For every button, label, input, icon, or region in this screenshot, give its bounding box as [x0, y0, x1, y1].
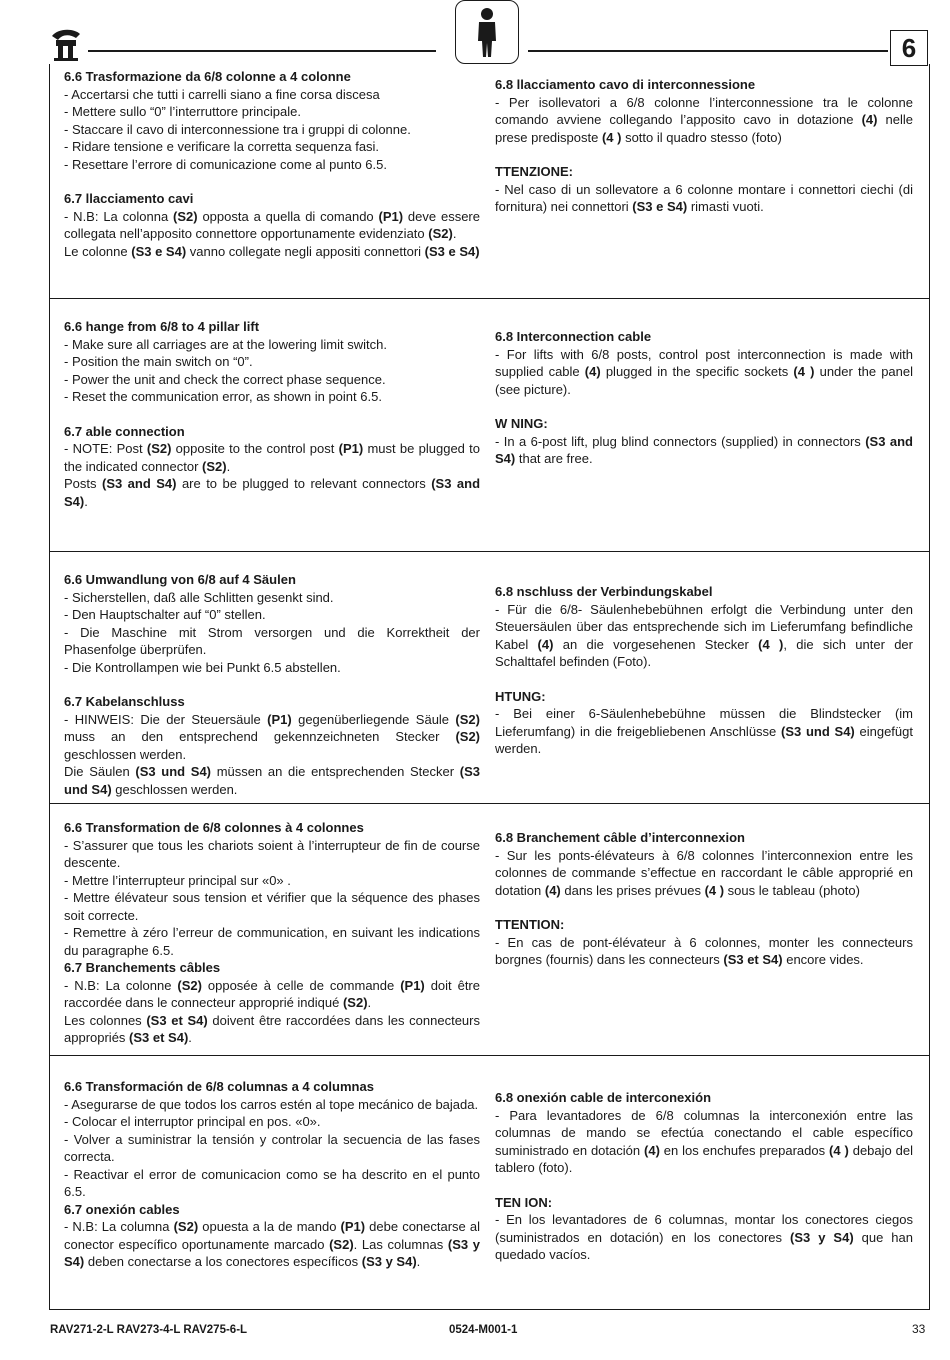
- left-column: [64, 571, 480, 798]
- paragraph: [495, 346, 913, 399]
- section-heading: [495, 76, 913, 94]
- paragraph: [64, 138, 480, 156]
- paragraph: [64, 977, 480, 1012]
- bold-text: (S3 and S4): [64, 476, 481, 509]
- text-run: opposée à celle de commande: [201, 977, 401, 993]
- paragraph-spacer: [495, 671, 913, 688]
- text-run: - N.B: La colonne: [64, 977, 178, 993]
- paragraph: [64, 711, 480, 764]
- bold-text: (S2): [173, 208, 198, 224]
- text-run: - En cas de pont-élévateur à 6 colonnes, monter les connecteurs borgnes (fournis) dans les connecteurs: [495, 934, 913, 967]
- content-frame: [49, 64, 930, 1310]
- text-run: geschlossen werden.: [111, 781, 238, 797]
- left-column: [64, 819, 480, 1047]
- paragraph-spacer: [495, 146, 913, 163]
- text-run: , die sich unter der Schalttafel befinden (Foto).: [495, 636, 913, 669]
- paragraph: [495, 433, 913, 468]
- text-run: - Remettre à zéro l’erreur de communication, en suivant les indications du paragraphe 6.5.: [64, 925, 480, 958]
- section-heading: [64, 1078, 480, 1096]
- left-column: [64, 1078, 480, 1271]
- text-run: - For lifts with 6/8 posts, control post interconnection is made with supplied cable: [495, 346, 913, 379]
- paragraph-spacer: [64, 406, 480, 423]
- paragraph-spacer: [495, 899, 913, 916]
- bold-text: (S2): [329, 1236, 354, 1252]
- section-heading: [64, 1201, 480, 1219]
- text-run: en los enchufes preparados: [659, 1142, 830, 1158]
- text-run: .: [226, 458, 231, 474]
- text-run: debe conectarse al conector específico oportunamente marcado: [64, 1219, 481, 1252]
- paragraph: [64, 763, 480, 798]
- text-run: Die Säulen: [64, 764, 136, 779]
- text-run: - Mettre élévateur sous tension et vérifier que la séquence des phases soit correcte.: [64, 890, 480, 923]
- paragraph: [64, 103, 480, 121]
- bold-text: 6.8 llacciamento cavo di interconnessione: [495, 77, 756, 92]
- bold-text: 6.6 Transformation de 6/8 colonnes à 4 colonnes: [64, 820, 364, 835]
- paragraph: [64, 121, 480, 139]
- section-heading: [495, 916, 913, 934]
- paragraph: [495, 1107, 913, 1177]
- header-rule-left: [88, 50, 436, 52]
- bold-text: (4 ): [758, 636, 784, 652]
- bold-text: 6.7 Branchements câbles: [64, 960, 221, 975]
- section-heading: [64, 423, 480, 441]
- text-run: que han quedado vacíos.: [495, 1229, 913, 1262]
- text-run: - Mettere sullo “0” l’interruttore principale.: [64, 104, 301, 119]
- bold-text: (S3 und S4): [135, 764, 212, 779]
- section-heading: [495, 328, 913, 346]
- section-heading: [64, 68, 480, 86]
- right-column: [495, 1089, 913, 1264]
- chapter-number: 6: [890, 30, 928, 66]
- text-run: - Staccare il cavo di interconnessione tra i gruppi di colonne.: [64, 121, 411, 137]
- text-run: - Den Hauptschalter auf “0” stellen.: [64, 607, 266, 622]
- section-heading: [64, 693, 480, 711]
- text-run: Les colonnes: [64, 1012, 147, 1028]
- text-run: - Per isollevatori a 6/8 colonne l’interconnessione tra le colonne comando avviene collegando l’apposito cavo in dotazione: [495, 94, 913, 127]
- paragraph: [64, 659, 480, 677]
- paragraph: [64, 243, 480, 261]
- bold-text: (S3 and S4): [495, 433, 913, 466]
- text-run: doit être raccordée dans le connecteur approprié indiqué: [64, 977, 480, 1010]
- text-run: - Ridare tensione e verificare la corretta sequenza fasi.: [64, 139, 380, 154]
- bold-text: (S2): [177, 977, 202, 993]
- bold-text: (S2): [173, 1219, 199, 1234]
- paragraph: [64, 208, 480, 243]
- bold-text: (P1): [400, 977, 425, 993]
- text-run: - Accertarsi che tutti i carrelli siano a fine corsa discesa: [64, 86, 380, 102]
- bold-text: (S3 und S4): [64, 764, 480, 797]
- left-column: [64, 318, 480, 510]
- bold-text: (4): [644, 1142, 660, 1158]
- bold-text: 6.7 Kabelanschluss: [64, 694, 185, 709]
- text-run: - NOTE: Post: [64, 441, 147, 456]
- text-run: - Asegurarse de que todos los carros estén al tope mecánico de bajada.: [64, 1096, 479, 1112]
- text-run: vanno collegate negli appositi connettori: [186, 243, 425, 259]
- bold-text: 6.7 llacciamento cavi: [64, 191, 194, 206]
- text-run: .: [188, 1030, 192, 1045]
- paragraph: [495, 934, 913, 969]
- section-heading: [64, 959, 480, 977]
- text-run: - Mettre l’interrupteur principal sur «0» .: [64, 872, 291, 888]
- text-run: doivent être raccordées dans les connecteurs appropriés: [64, 1012, 480, 1045]
- text-run: opuesta a la de mando: [198, 1219, 341, 1234]
- section-heading: [495, 688, 913, 706]
- bold-text: 6.6 Trasformazione da 6/8 colonne a 4 colonne: [64, 69, 351, 84]
- section-french: [50, 804, 929, 1056]
- bold-text: (S3 e S4): [424, 243, 480, 259]
- text-run: - Bei einer 6-Säulenhebebühne müssen die Blindstecker (im Lieferumfang) in die freigebliebenen Anschlüsse: [495, 706, 913, 739]
- text-run: sous le tableau (photo): [724, 882, 860, 898]
- section-heading: [495, 1089, 913, 1107]
- text-run: rimasti vuoti.: [687, 199, 764, 214]
- text-run: - Die Maschine mit Strom versorgen und die Korrektheit der Phasenfolge überprüfen.: [64, 624, 480, 657]
- text-run: gegenüberliegende Säule: [291, 711, 456, 727]
- text-run: - En los levantadores de 6 columnas, montar los conectores ciegos (suministrados en dotación) en los conectores: [495, 1212, 913, 1245]
- text-run: Posts: [64, 476, 102, 491]
- bold-text: (S3 y S4): [64, 1236, 481, 1269]
- text-run: - N.B: La colonna: [64, 208, 174, 224]
- paragraph: [64, 1012, 480, 1047]
- paragraph: [64, 1113, 480, 1131]
- paragraph: [64, 889, 480, 924]
- text-run: - Die Kontrollampen wie bei Punkt 6.5 abstellen.: [64, 659, 341, 675]
- text-run: opposta a quella di comando: [197, 208, 379, 224]
- text-run: plugged in the specific sockets: [600, 364, 794, 379]
- text-run: eingefügt werden.: [495, 723, 913, 756]
- footer-doc-code: 0524-M001-1: [449, 1324, 518, 1336]
- paragraph-spacer: [495, 1177, 913, 1194]
- bold-text: (P1): [267, 711, 292, 727]
- paragraph-spacer: [495, 398, 913, 415]
- paragraph: [64, 1166, 480, 1201]
- section-heading: [495, 583, 913, 601]
- text-run: - Für die 6/8- Säulenhebebühnen erfolgt die Verbindung unter den Steuersäulen über das entsprechende sich im Lieferumfang befindliche Kabel: [495, 601, 913, 652]
- text-run: - Colocar el interruptor principal en pos. «0».: [64, 1114, 321, 1129]
- text-run: .: [84, 493, 88, 509]
- left-column: [64, 68, 480, 260]
- section-heading: [64, 819, 480, 837]
- section-heading: [495, 415, 913, 433]
- bold-text: (S3 e S4): [131, 243, 187, 259]
- paragraph: [64, 388, 480, 406]
- section-heading: [64, 571, 480, 589]
- paragraph: [495, 847, 913, 900]
- text-run: - Reactivar el error de comunicacion como se ha descrito en el punto 6.5.: [64, 1166, 480, 1199]
- text-run: debajo del tablero (foto).: [495, 1142, 913, 1175]
- text-run: - HINWEIS: Die der Steuersäule: [64, 711, 268, 727]
- paragraph: [64, 336, 480, 354]
- paragraph: [64, 624, 480, 659]
- section-heading: [64, 190, 480, 208]
- paragraph: [64, 872, 480, 890]
- text-run: under the panel (see picture).: [495, 364, 914, 397]
- bold-text: 6.8 nschluss der Verbindungskabel: [495, 584, 713, 599]
- text-run: .: [416, 1254, 421, 1269]
- section-heading: [64, 318, 480, 336]
- text-run: - Nel caso di un sollevatore a 6 colonne montare i connettori ciechi (di fornitura) nei connettori: [495, 181, 913, 214]
- text-run: must be plugged to the indicated connector: [64, 441, 481, 474]
- section-spanish: [50, 1056, 929, 1308]
- paragraph: [64, 837, 480, 872]
- text-run: - Make sure all carriages are at the lowering limit switch.: [64, 336, 387, 352]
- text-run: .: [452, 226, 457, 241]
- footer-models: RAV271-2-L RAV273-4-L RAV275-6-L: [50, 1324, 248, 1336]
- section-english: [50, 299, 929, 552]
- text-run: deve essere collegata nell’apposito connettore opportunamente evidenziato: [64, 208, 480, 241]
- text-run: - In a 6-post lift, plug blind connectors (supplied) in connectors: [495, 433, 866, 449]
- text-run: - Sur les ponts-élévateurs à 6/8 colonnes l’interconnexion entre les colonnes de commande s’effectue en raccordant le câble approprié en dotation: [495, 847, 913, 898]
- text-run: . Las columnas: [353, 1236, 448, 1252]
- text-run: that are free.: [515, 451, 593, 466]
- bold-text: (4 ): [704, 882, 725, 898]
- bold-text: TTENTION:: [495, 917, 565, 932]
- bold-text: W NING:: [495, 416, 548, 431]
- bold-text: (S3 et S4): [723, 952, 783, 967]
- paragraph: [495, 705, 913, 758]
- text-run: an die vorgesehenen Stecker: [553, 636, 759, 652]
- paragraph: [64, 156, 480, 174]
- bold-text: 6.6 hange from 6/8 to 4 pillar lift: [64, 319, 260, 334]
- paragraph: [64, 606, 480, 624]
- bold-text: (S2): [455, 729, 480, 744]
- section-german: [50, 552, 929, 804]
- bold-text: (S3 y S4): [361, 1254, 417, 1269]
- bold-text: (4): [544, 882, 561, 898]
- bold-text: (4 ): [793, 364, 815, 379]
- bold-text: (S2): [202, 458, 227, 474]
- text-run: sotto il quadro stesso (foto): [621, 129, 782, 145]
- bold-text: (4): [537, 636, 554, 652]
- text-run: - Position the main switch on “0”.: [64, 354, 253, 369]
- bold-text: (S3 and S4): [101, 476, 177, 491]
- text-run: geschlossen werden.: [64, 746, 187, 762]
- bold-text: 6.6 Umwandlung von 6/8 auf 4 Säulen: [64, 572, 296, 587]
- bold-text: (4): [861, 112, 878, 127]
- text-run: nelle prese predisposte: [495, 112, 914, 145]
- operator-icon: [455, 0, 519, 64]
- section-heading: [495, 1194, 913, 1212]
- paragraph: [64, 1096, 480, 1114]
- text-run: - Resettare l’errore di comunicazione come al punto 6.5.: [64, 156, 387, 172]
- bold-text: (P1): [378, 208, 404, 224]
- bold-text: 6.8 Branchement câble d’interconnexion: [495, 830, 745, 845]
- paragraph: [64, 475, 480, 510]
- bold-text: 6.8 onexión cable de interconexión: [495, 1090, 712, 1105]
- bold-text: (P1): [340, 1219, 366, 1234]
- section-heading: [495, 163, 913, 181]
- text-run: .: [367, 995, 372, 1010]
- right-column: [495, 583, 913, 758]
- text-run: - N.B: La columna: [64, 1219, 174, 1234]
- paragraph: [64, 440, 480, 475]
- text-run: - Reset the communication error, as shown in point 6.5.: [64, 389, 382, 404]
- section-italian: [50, 64, 929, 299]
- paragraph: [64, 353, 480, 371]
- paragraph: [64, 371, 480, 389]
- paragraph: [64, 924, 480, 959]
- bold-text: (S3 und S4): [781, 723, 855, 739]
- paragraph: [495, 181, 913, 216]
- bold-text: 6.7 onexión cables: [64, 1201, 180, 1217]
- text-run: opposite to the control post: [171, 441, 339, 456]
- paragraph-spacer: [64, 676, 480, 693]
- bold-text: (S3 y S4): [790, 1229, 854, 1245]
- text-run: deben conectarse a los conectores específicos: [84, 1254, 362, 1269]
- bold-text: (S2): [146, 441, 172, 456]
- header-rule-right: [528, 50, 888, 52]
- text-run: - Sicherstellen, daß alle Schlitten gesenkt sind.: [64, 589, 334, 605]
- bold-text: (S2): [428, 226, 453, 241]
- bold-text: 6.7 able connection: [64, 423, 185, 439]
- right-column: [495, 328, 913, 468]
- text-run: are to be plugged to relevant connectors: [176, 476, 432, 491]
- bold-text: (S3 et S4): [146, 1012, 208, 1028]
- text-run: - Para levantadores de 6/8 columnas la interconexión entre las columnas de mando se efectúa conectando el cable específico suministrado en dotación: [495, 1107, 913, 1158]
- paragraph: [64, 1218, 480, 1271]
- bold-text: (4): [584, 364, 601, 379]
- paragraph: [495, 1211, 913, 1264]
- right-column: [495, 829, 913, 969]
- text-run: Le colonne: [64, 243, 132, 259]
- paragraph: [64, 1131, 480, 1166]
- text-run: - Power the unit and check the correct phase sequence.: [64, 371, 386, 387]
- bold-text: (S2): [342, 995, 368, 1010]
- brand-logo-icon: [48, 26, 86, 62]
- bold-text: (S3 e S4): [632, 199, 688, 214]
- text-run: - S’assurer que tous les chariots soient à l’interrupteur de fin de course descente.: [64, 837, 480, 870]
- paragraph: [64, 589, 480, 607]
- bold-text: (S3 et S4): [129, 1030, 189, 1045]
- paragraph: [64, 86, 480, 104]
- bold-text: TEN ION:: [495, 1194, 553, 1210]
- text-run: muss an den entsprechend gekennzeichneten Stecker: [64, 729, 456, 744]
- bold-text: (4 ): [829, 1142, 849, 1158]
- text-run: müssen an die entsprechenden Stecker: [211, 764, 460, 779]
- paragraph: [495, 94, 913, 147]
- bold-text: 6.6 Transformación de 6/8 columnas a 4 columnas: [64, 1079, 374, 1094]
- text-run: dans les prises prévues: [560, 882, 705, 898]
- bold-text: HTUNG:: [495, 688, 546, 704]
- bold-text: 6.8 Interconnection cable: [495, 329, 652, 344]
- bold-text: TTENZIONE:: [495, 164, 573, 179]
- text-run: - Volver a suministrar la tensión y controlar la secuencia de las fases correcta.: [64, 1131, 480, 1164]
- bold-text: (4 ): [601, 129, 622, 145]
- right-column: [495, 76, 913, 216]
- paragraph: [495, 601, 913, 671]
- text-run: encore vides.: [782, 952, 864, 967]
- section-heading: [495, 829, 913, 847]
- bold-text: (P1): [338, 441, 364, 456]
- paragraph-spacer: [64, 173, 480, 190]
- page-number: 33: [912, 1322, 926, 1336]
- bold-text: (S2): [455, 711, 480, 727]
